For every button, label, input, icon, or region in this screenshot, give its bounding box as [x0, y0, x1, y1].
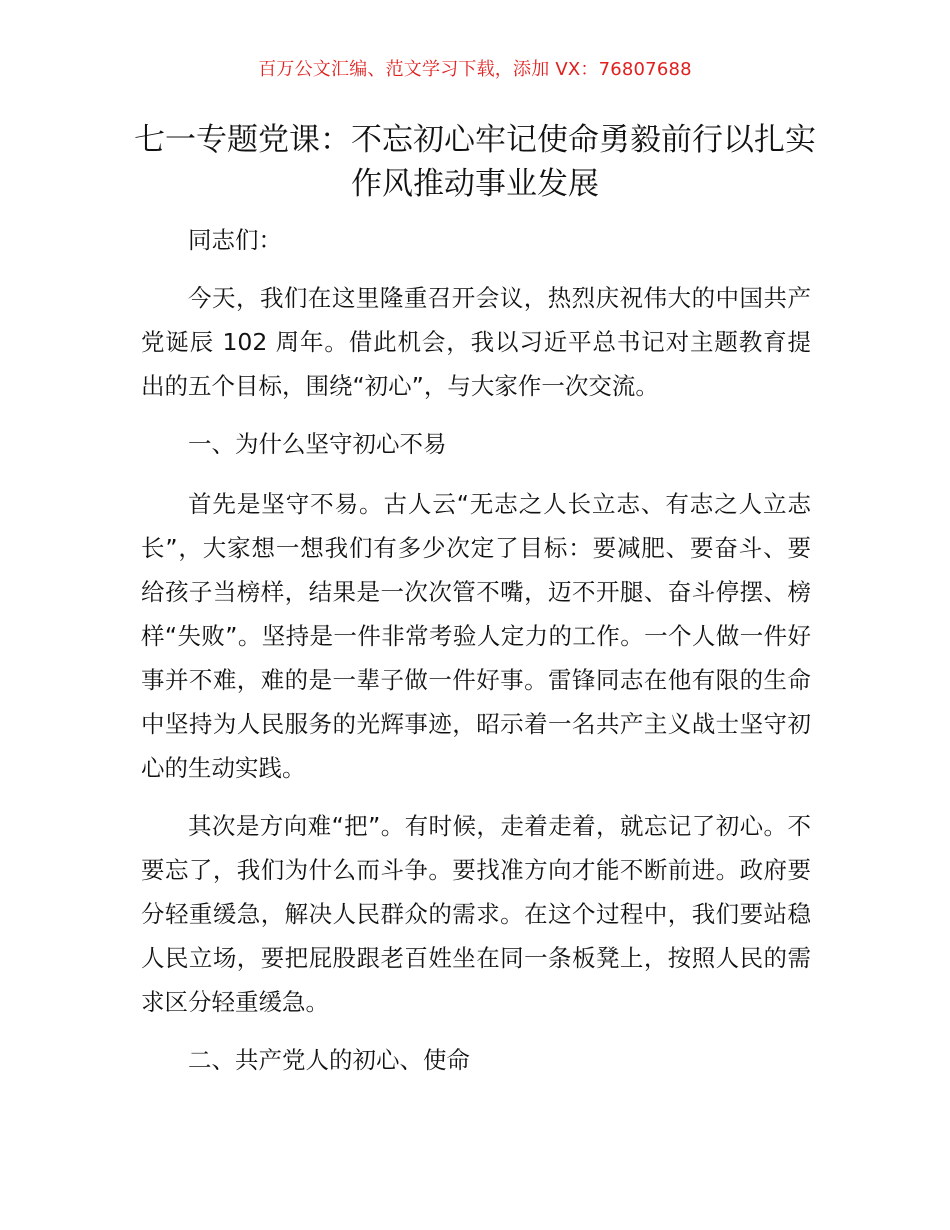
paragraph-intro: 今天，我们在这里隆重召开会议，热烈庆祝伟大的中国共产党诞辰 102 周年。借此机会，我以习近平总书记对主题教育提出的五个目标，围绕“初心”，与大家作一次交流。	[141, 284, 811, 400]
document-title: 七一专题党课：不忘初心牢记使命勇毅前行以扎实作风推动事业发展	[134, 122, 816, 202]
paragraph-persistence: 首先是坚守不易。古人云“无志之人长立志、有志之人立志长”，大家想一想我们有多少次定了目标：要减肥、要奋斗、要给孩子当榜样，结果是一次次管不嘴，迈不开腿、奋斗停摆、榜样“失败”。坚持是一件非常考验人定力的工作。一个人做一件好事并不难，难的是一辈子做一件好事。雷锋同志在他有限的生命中坚持为人民服务的光辉事迹，昭示着一名共产主义战士坚守初心的生动实践。	[141, 490, 811, 782]
document-body	[141, 218, 811, 1098]
paragraph-direction: 其次是方向难“把”。有时候，走着走着，就忘记了初心。不要忘了，我们为什么而斗争。要找准方向才能不断前进。政府要分轻重缓急，解决人民群众的需求。在这个过程中，我们要站稳人民立场，要把屁股跟老百姓坐在同一条板凳上，按照人民的需求区分轻重缓急。	[141, 812, 811, 1016]
watermark-banner: 百万公文汇编、范文学习下载，添加 VX：76807688	[258, 59, 692, 80]
salutation: 同志们：	[188, 226, 282, 254]
section-heading-1: 一、为什么坚守初心不易	[188, 430, 447, 458]
section-heading-2: 二、共产党人的初心、使命	[188, 1046, 470, 1074]
